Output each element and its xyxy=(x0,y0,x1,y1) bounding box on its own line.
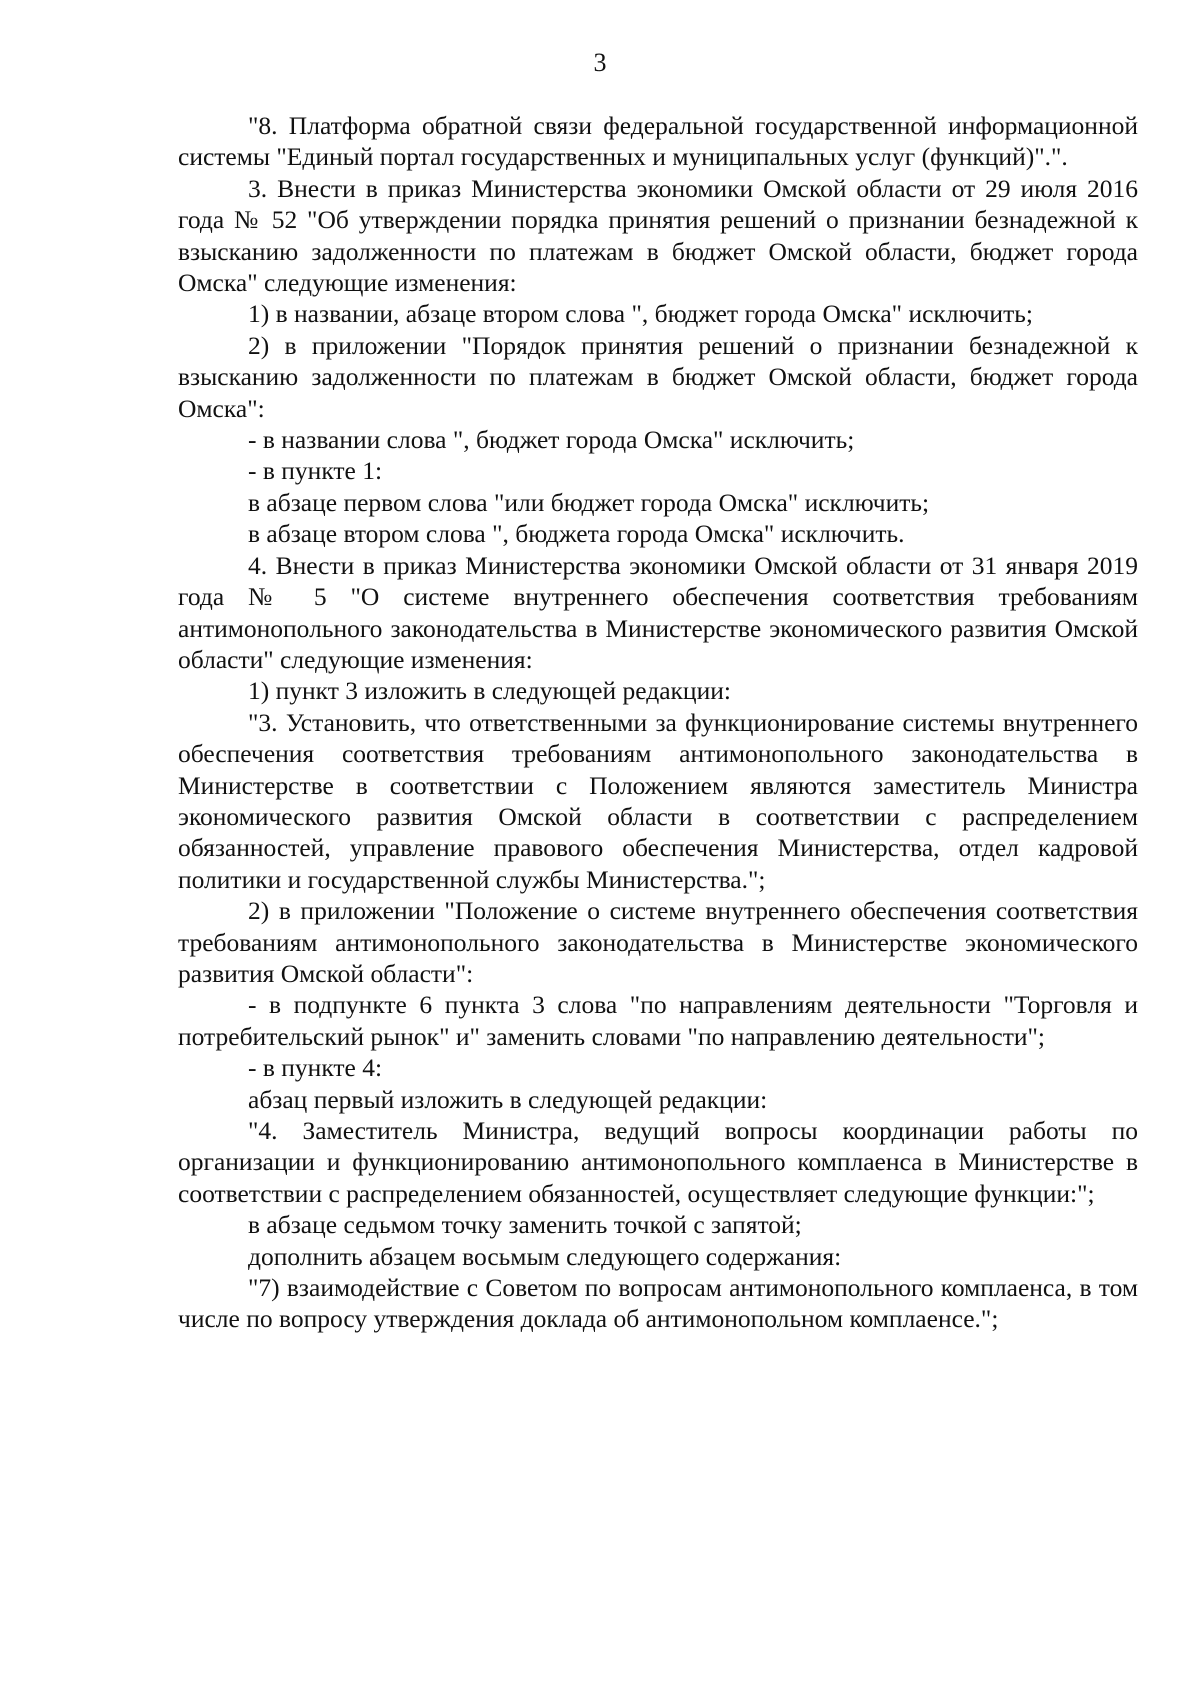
paragraph: - в пункте 4: xyxy=(248,1053,383,1083)
paragraph: - в названии слова ", бюджет города Омска" исключить; xyxy=(248,425,855,455)
paragraph: в абзаце седьмом точку заменить точкой с запятой; xyxy=(248,1210,802,1240)
paragraph: "7) взаимодействие с Советом по вопросам антимонопольного комплаенса, в том числе по вопросу утверждения доклада об антимонопольном комплаенсе."; xyxy=(178,1273,1138,1334)
paragraph: в абзаце втором слова ", бюджета города Омска" исключить. xyxy=(248,519,905,549)
paragraph: 4. Внести в приказ Министерства экономики Омской области от 31 января 2019 года № 5 "О системе внутреннего обеспечения соответствия требованиям антимонопольного законодательства в Министерстве экономического развития Омской области" следующие изменения: xyxy=(178,550,1138,674)
paragraph: "3. Установить, что ответственными за функционирование системы внутреннего обеспечения соответствия требованиям антимонопольного законодательства в Министерстве в соответствии с Положением являются заместитель Министра экономического развития Омской области в соответствии с распределением обязанностей, управление правового обеспечения Министерства, отдел кадровой политики и государственной службы Министерства."; xyxy=(178,707,1138,894)
paragraph: "8. Платформа обратной связи федеральной государственной информационной системы "Единый портал государственных и муниципальных услуг (функций)".". xyxy=(178,111,1138,172)
paragraph: 2) в приложении "Положение о системе внутреннего обеспечения соответствия требованиям антимонопольного законодательства в Министерстве экономического развития Омской области": xyxy=(178,896,1138,988)
paragraph: абзац первый изложить в следующей редакции: xyxy=(248,1084,768,1114)
document-body xyxy=(178,110,1138,1335)
paragraph: "4. Заместитель Министра, ведущий вопросы координации работы по организации и функционированию антимонопольного комплаенса в Министерстве в соответствии с распределением обязанностей, осуществляет следующие функции:"; xyxy=(178,1116,1138,1208)
page-number: 3 xyxy=(593,48,607,77)
paragraph: 1) пункт 3 изложить в следующей редакции: xyxy=(248,676,731,706)
paragraph: 3. Внести в приказ Министерства экономики Омской области от 29 июля 2016 года № 52 "Об утверждении порядка принятия решений о признании безнадежной к взысканию задолженности по платежам в бюджет Омской области, бюджет города Омска" следующие изменения: xyxy=(178,173,1138,298)
paragraph: - в подпункте 6 пункта 3 слова "по направлениям деятельности "Торговля и потребительский рынок" и" заменить словами "по направлению деятельности"; xyxy=(178,990,1138,1051)
paragraph: дополнить абзацем восьмым следующего содержания: xyxy=(248,1241,842,1271)
paragraph: 1) в названии, абзаце втором слова ", бюджет города Омска" исключить; xyxy=(248,299,1033,329)
paragraph: - в пункте 1: xyxy=(248,456,383,486)
paragraph: 2) в приложении "Порядок принятия решений о признании безнадежной к взысканию задолженности по платежам в бюджет Омской области, бюджет города Омска": xyxy=(178,330,1138,423)
paragraph: в абзаце первом слова "или бюджет города Омска" исключить; xyxy=(248,487,930,517)
